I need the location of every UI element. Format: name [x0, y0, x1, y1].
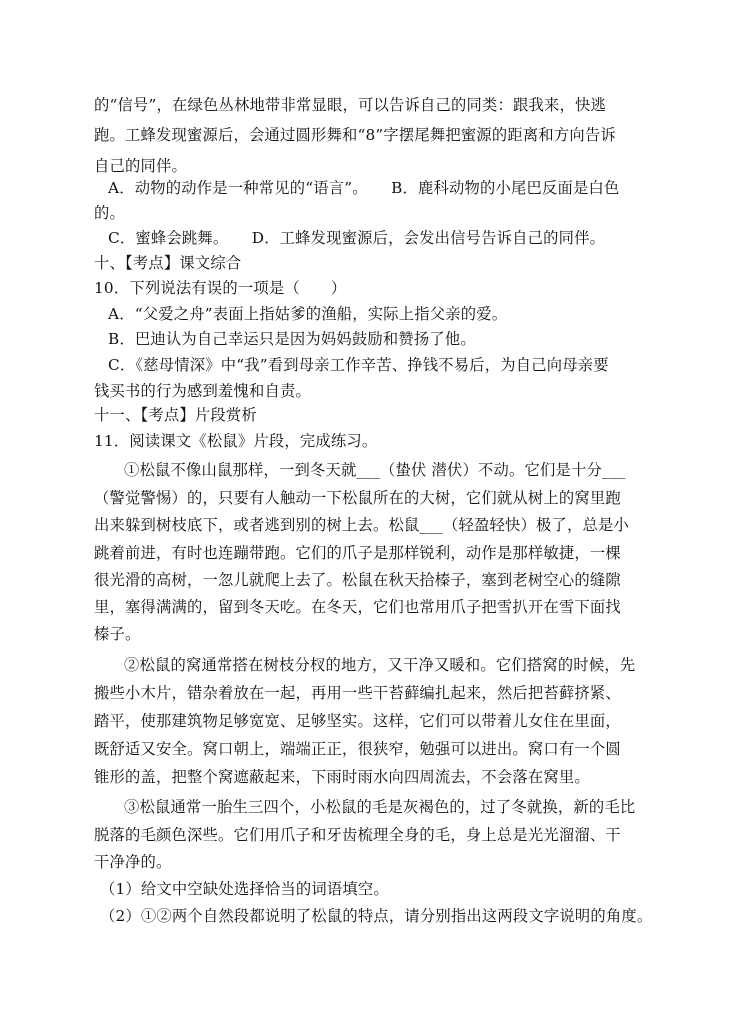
section-heading: 十一、【考点】片段赏析 — [94, 406, 257, 424]
passage-line: 跳着前进，有时也连蹦带跑。它们的爪子是那样锐利，动作是那样敏捷，一棵 — [94, 544, 621, 562]
passage-line: ②松鼠的窝通常搭在树枝分杈的地方，又干净又暖和。它们搭窝的时候，先 — [124, 656, 636, 674]
passage-line: ③松鼠通常一胎生三四个，小松鼠的毛是灰褐色的，过了冬就换，新的毛比 — [124, 798, 636, 816]
passage-line: 里，塞得满满的，留到冬天吃。在冬天，它们也常用爪子把雪扒开在雪下面找 — [94, 598, 621, 616]
passage-line: 的“信号”，在绿色丛林地带非常显眼，可以告诉自己的同类：跟我来，快逃 — [94, 96, 606, 114]
passage-line: 出来躲到树枝底下，或者逃到别的树上去。松鼠___（轻盈轻快）极了，总是小 — [94, 516, 629, 534]
passage-line: 榛子。 — [94, 625, 141, 643]
q9-option-c-d: C．蜜蜂会跳舞。 D．工蜂发现蜜源后，会发出信号告诉自己的同伴。 — [108, 229, 606, 247]
passage-line: 干净净的。 — [94, 853, 172, 871]
passage-line: ①松鼠不像山鼠那样，一到冬天就___（蛰伏 潜伏）不动。它们是十分___ — [124, 461, 626, 479]
passage-line: 跑。工蜂发现蜜源后，会通过圆形舞和“8”字摆尾舞把蜜源的距离和方向告诉 — [94, 126, 616, 144]
q9-option-a-b: A．动物的动作是一种常见的“语言”。 B．鹿科动物的小尾巴反面是白色 — [108, 179, 620, 197]
passage-line: 很光滑的高树，一忽儿就爬上去了。松鼠在秋天拾榛子，塞到老树空心的缝隙 — [94, 571, 621, 589]
question-10: 10．下列说法有误的一项是（ ） — [94, 279, 347, 297]
q9-option-b-cont: 的。 — [94, 204, 125, 222]
q10-option-c-cont: 钱买书的行为感到羞愧和自责。 — [94, 382, 311, 400]
sub-question-1: （1）给文中空缺处选择恰当的词语填空。 — [100, 880, 389, 898]
passage-line: 脱落的毛颜色深些。它们用爪子和牙齿梳理全身的毛，身上总是光光溜溜、干 — [94, 826, 621, 844]
passage-line: 自己的同伴。 — [94, 157, 187, 175]
passage-line: 既舒适又安全。窝口朝上，端端正正，很狭窄，勉强可以进出。窝口有一个圆 — [94, 740, 621, 758]
passage-line: 搬些小木片，错杂着放在一起，再用一些干苔藓编扎起来，然后把苔藓挤紧、 — [94, 684, 621, 702]
section-heading: 十、【考点】课文综合 — [94, 254, 242, 272]
question-11: 11．阅读课文《松鼠》片段，完成练习。 — [94, 432, 378, 450]
q10-option-a: A．“父爱之舟”表面上指姑爹的渔船，实际上指父亲的爱。 — [108, 305, 508, 323]
q10-option-c: C．《慈母情深》中“我”看到母亲工作辛苦、挣钱不易后，为自己向母亲要 — [108, 356, 609, 374]
passage-line: 锥形的盖，把整个窝遮蔽起来，下雨时雨水向四周流去，不会落在窝里。 — [94, 768, 590, 786]
sub-question-2: （2）①②两个自然段都说明了松鼠的特点，请分别指出这两段文字说明的角度。 — [100, 907, 653, 925]
passage-line: 踏平，使那建筑物足够宽宽、足够坚实。这样，它们可以带着儿女住在里面， — [94, 712, 621, 730]
q10-option-b: B．巴迪认为自己幸运只是因为妈妈鼓励和赞扬了他。 — [108, 330, 476, 348]
passage-line: （警觉警惕）的，只要有人触动一下松鼠所在的大树，它们就从树上的窝里跑 — [94, 489, 621, 507]
